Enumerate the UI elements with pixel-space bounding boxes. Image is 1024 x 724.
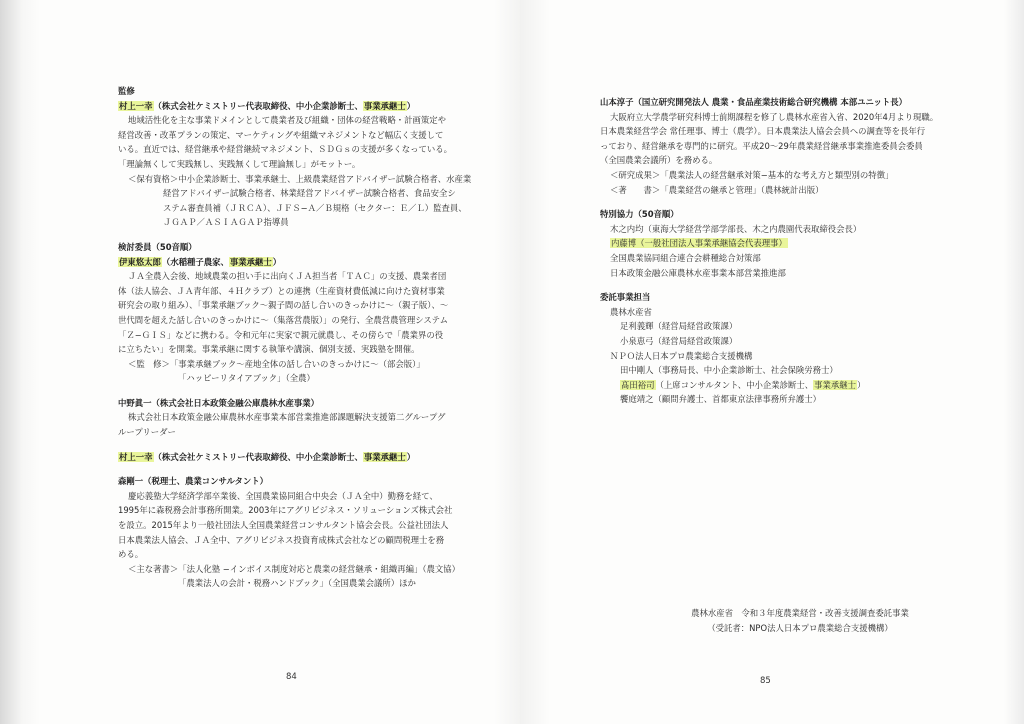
member-bio-line: 研究会の取り組み）、「事業承継ブック〜親子間の話し合いのきっかけに〜（親子版）、〜: [118, 300, 449, 311]
contract-heading: 委託事業担当: [600, 292, 651, 303]
qualifications-text: 経営アドバイザー試験合格者、林業経営アドバイザー試験合格者、食品安全シ: [163, 188, 456, 199]
supervised-works-line: [118, 357, 503, 372]
staff-item: 田中剛人（事務局長、中小企業診断士、社会保険労務士）: [620, 365, 838, 376]
supervision-heading: 監修: [118, 86, 135, 96]
member-line: [118, 255, 503, 270]
member-heading: 山本淳子（国立研究開発法人 農業・食品産業技術総合研究機構 本部ユニット長）: [600, 97, 907, 107]
special-item: 木之内均（東海大学経営学部学部長、木之内農園代表取締役会長）: [610, 223, 862, 234]
member-bio-line: 「Ｚ−ＧＩＳ」などに携わる。令和元年に実家で親元就農し、その傍らで「農業界の役: [118, 329, 444, 340]
supervisor-affiliation: （株式会社ケミストリー代表取締役、中小企業診断士、: [153, 100, 363, 111]
left-page-content: [118, 84, 503, 591]
supervisor-bio-line: 経営改善・改革プランの策定、マーケティングや組織マネジメントなど幅広く支援して: [118, 129, 444, 140]
supervised-text: 「ハッピーリタイアブック」（全農）: [178, 373, 315, 384]
member-bio-line: 日本農業法人協会、ＪＡ全中、アグリビジネス投資育成株式会社などの顧問税理士を務: [118, 534, 445, 545]
member-name: 村上一幸: [119, 451, 153, 462]
qualifications-line: [118, 172, 503, 187]
works-text: 「農業法人の会計・税務ハンドブック」（全国農業会議所）ほか: [178, 578, 416, 589]
member-affiliation: （水稲種子農家、: [161, 256, 229, 267]
book-text: 「農業経営の継承と管理」（農林統計出版）: [660, 184, 824, 195]
staff-item: 足利義輝（経営局経営政策課）: [620, 321, 738, 332]
footer-line: （受託者：NPO法人日本プロ農業総合支援機構）: [707, 622, 893, 633]
member-bio-line: 株式会社日本政策金融公庫農林水産事業本部営業推進部課題解決支援第二グループグ: [128, 412, 446, 423]
member-line: [118, 450, 503, 465]
works-text: 「法人化塾 −インボイス制度対応と農業の経営継承・組織再編」（農文協）: [178, 563, 461, 574]
staff-badge: 事業承継士: [814, 379, 856, 390]
special-item: 日本政策金融公庫農林水産事業本部営業推進部: [610, 267, 786, 278]
supervisor-name: 村上一幸: [119, 100, 153, 111]
qualifications-text: ＪＧＡＰ／ＡＳＩＡＧＡＰ指導員: [163, 217, 289, 228]
supervisor-bio-line: 「理論無くして実践無し、実践無くして理論無し」がモットー。: [118, 158, 361, 169]
right-page: [520, 0, 1024, 724]
supervisor-badge: 事業承継士: [363, 100, 406, 111]
member-bio-line: ＪＡ全農入会後、地域農業の担い手に出向くＪＡ担当者「ＴＡＣ」の支援、農業者団: [128, 271, 447, 282]
special-item: 全国農業協同組合連合会耕種総合対策部: [610, 252, 761, 263]
member-heading: 森剛一（税理士、農業コンサルタント）: [118, 476, 268, 487]
page-number-right: 85: [760, 676, 771, 686]
research-line: [600, 168, 970, 183]
member-bio-line: に立ちたい」を開業。事業承継に関する執筆や講演、個別支援、実践塾を開催。: [118, 344, 420, 355]
staff-name: 髙田裕司: [621, 379, 655, 390]
research-text: 「農業法人の経営継承対策−基本的な考え方と類型別の特徴」: [660, 169, 894, 180]
staff-affiliation: （上席コンサルタント、中小企業診断士、: [655, 379, 814, 390]
member-affiliation: （株式会社ケミストリー代表取締役、中小企業診断士、: [153, 451, 363, 462]
supervisor-line: [118, 99, 503, 114]
supervised-label: ＜監 修＞: [128, 358, 170, 369]
footer-line: 農林水産省 令和３年度農業経営・改善支援調査委託事業: [691, 608, 909, 618]
staff-close: ）: [857, 379, 866, 390]
org-name: ＮＰＯ法人日本プロ農業総合支援機構: [610, 350, 753, 361]
committee-heading: 検討委員（50音順）: [118, 241, 197, 252]
member-bio-line: 1995年に森税務会計事務所開業。2003年にアグリビジネス・ソリューションズ株式会社: [118, 505, 453, 516]
member-close: ）: [272, 256, 282, 267]
right-page-content: [600, 95, 970, 407]
supervisor-bio-line: いる。直近では、経営継承や経営継続マネジメント、ＳＤＧｓの支援が多くなっている。: [118, 144, 452, 155]
member-bio-line: 日本農業経営学会 常任理事、博士（農学）。日本農業法人協会会員への調査等を長年行: [600, 126, 926, 137]
staff-item: 饗庭靖之（顧問弁護士、首都東京法律事務所弁護士）: [620, 394, 821, 405]
member-close: ）: [406, 451, 416, 462]
member-bio-line: める。: [118, 549, 144, 560]
member-badge: 事業承継士: [229, 256, 272, 267]
member-bio-line: 世代間を超えた話し合いのきっかけに〜（集落営農版）」の発行、全農営農管理システム: [118, 314, 448, 325]
member-bio-line: （全国農業会議所）を務める。: [600, 155, 718, 166]
member-heading: 中野眞一（株式会社日本政策金融公庫農林水産事業）: [118, 397, 319, 408]
member-bio-line: 慶応義塾大学経済学部卒業後、全国農業協同組合中央会（ＪＡ全中）勤務を経て、: [128, 490, 438, 501]
works-label: ＜主な著書＞: [128, 563, 179, 574]
member-bio-line: 体（法人協会、ＪＡ青年部、４Ｈクラブ）との連携（生産資材費低減に向けた資材事業: [118, 285, 445, 296]
member-badge: 事業承継士: [363, 451, 406, 462]
research-label: ＜研究成果＞: [610, 169, 661, 180]
supervisor-bio-line: 地域活性化を主な事業ドメインとして農業者及び組織・団体の経営戦略・計画策定や: [128, 115, 446, 126]
page-number-left: 84: [286, 672, 297, 682]
works-line: [118, 562, 503, 577]
staff-item: 小泉恵弓（経営局経営政策課）: [620, 335, 738, 346]
supervised-text: 「事業承継ブック〜産地全体の話し合いのきっかけに〜（部会版）」: [169, 358, 425, 369]
qualifications-label: ＜保有資格＞: [128, 173, 179, 184]
special-item-highlighted: 内藤博（一般社団法人事業承継協会代表理事）: [611, 238, 787, 249]
member-bio-line: ループリーダー: [118, 427, 176, 438]
org-name: 農林水産省: [610, 306, 652, 317]
special-item: [600, 236, 970, 251]
book-label: ＜著 書＞: [610, 184, 661, 195]
special-heading: 特別協力（50音順）: [600, 209, 679, 220]
supervisor-close: ）: [406, 100, 416, 111]
qualifications-text: 中小企業診断士、事業承継士、上級農業経営アドバイザー試験合格者、水産業: [178, 173, 472, 184]
book-line: [600, 183, 970, 198]
member-bio-line: 大阪府立大学農学研究科博士前期課程を修了し農林水産省入省、2020年4月より現職。: [610, 111, 939, 122]
member-bio-line: を設立。2015年より一般社団法人全国農業経営コンサルタント協会会長。公益社団法人: [118, 520, 449, 531]
member-bio-line: っており、経営継承を専門的に研究。平成20〜29年農業経営継承事業推進委員会委員: [600, 140, 923, 151]
footer: [650, 606, 950, 635]
member-name: 伊東悠太郎: [119, 256, 161, 267]
qualifications-text: ステム審査員補（ＪＲＣＡ）、ＪＦＳ−Ａ／Ｂ規格（セクター：Ｅ／Ｌ）監査員、: [163, 202, 467, 213]
staff-item: [600, 378, 970, 393]
